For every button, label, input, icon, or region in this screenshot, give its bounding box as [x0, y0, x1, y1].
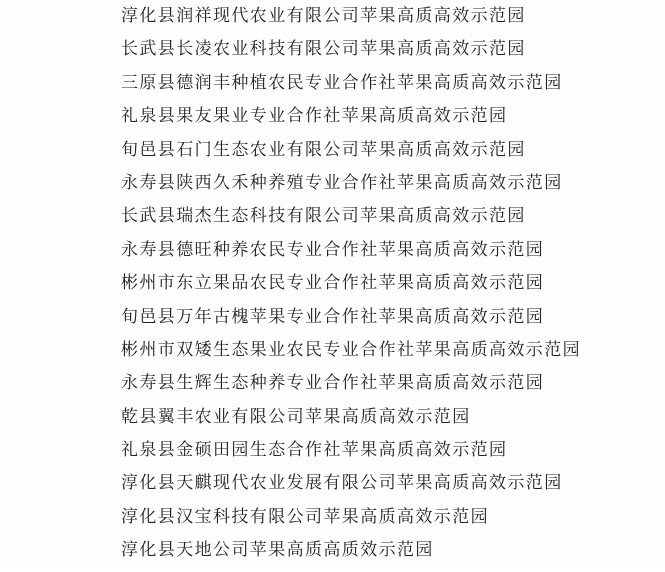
list-item: 三原县德润丰种植农民专业合作社苹果高质高效示范园 — [121, 72, 563, 93]
list-item: 淳化县天地公司苹果高质高质效示范园 — [121, 540, 434, 561]
list-item: 长武县瑞杰生态科技有限公司苹果高质高效示范园 — [121, 206, 526, 227]
list-item: 淳化县汉宝科技有限公司苹果高质高效示范园 — [121, 506, 489, 527]
list-item: 旬邑县石门生态农业有限公司苹果高质高效示范园 — [121, 139, 526, 160]
list-item: 淳化县天麒现代农业发展有限公司苹果高质高效示范园 — [121, 473, 563, 494]
list-item: 永寿县陕西久禾种养殖专业合作社苹果高质高效示范园 — [121, 172, 563, 193]
list-item: 彬州市东立果品农民专业合作社苹果高质高效示范园 — [121, 273, 545, 294]
list-item: 乾县翼丰农业有限公司苹果高质高效示范园 — [121, 406, 471, 427]
list-item: 长武县长凌农业科技有限公司苹果高质高效示范园 — [121, 39, 526, 60]
list-item: 旬邑县万年古槐苹果专业合作社苹果高质高效示范园 — [121, 306, 545, 327]
list-item: 彬州市双矮生态果业农民专业合作社苹果高质高效示范园 — [121, 339, 581, 360]
list-item: 永寿县生辉生态种养专业合作社苹果高质高效示范园 — [121, 373, 545, 394]
list-item: 永寿县德旺种养农民专业合作社苹果高质高效示范园 — [121, 239, 545, 260]
demonstration-park-list — [121, 4, 581, 572]
list-item: 淳化县润祥现代农业有限公司苹果高质高效示范园 — [121, 6, 526, 26]
list-item: 礼泉县果友果业专业合作社苹果高质高效示范园 — [121, 106, 508, 127]
list-item: 礼泉县金硕田园生态合作社苹果高质高效示范园 — [121, 440, 508, 461]
